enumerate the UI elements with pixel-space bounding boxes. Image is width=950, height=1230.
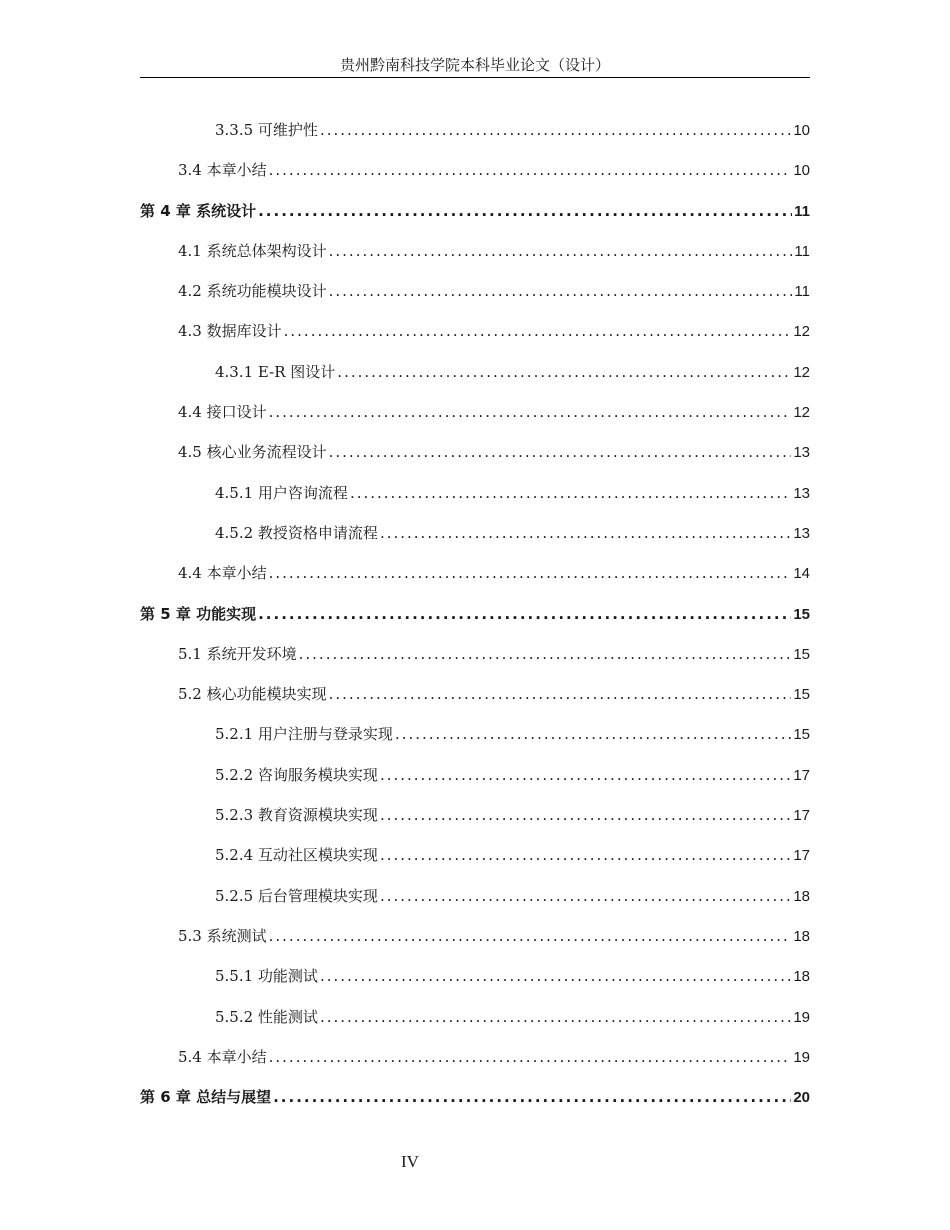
- toc-dot-leader: [320, 110, 791, 150]
- toc-entry-page: 19: [793, 1008, 810, 1026]
- toc-entry-page: 15: [793, 645, 810, 663]
- toc-entry-page: 20: [793, 1089, 810, 1107]
- toc-dot-leader: [269, 392, 792, 432]
- toc-dot-leader: [269, 553, 792, 593]
- toc-entry[interactable]: [140, 956, 810, 996]
- toc-entry-title: 5.5.1 功能测试: [215, 967, 318, 986]
- toc-entry-title: 3.4 本章小结: [178, 161, 267, 180]
- toc-entry-title: 5.2.2 咨询服务模块实现: [215, 765, 378, 784]
- toc-dot-leader: [337, 352, 791, 392]
- toc-dot-leader: [380, 513, 791, 553]
- toc-entry-page: 13: [793, 524, 810, 542]
- toc-entry-page: 12: [793, 323, 810, 341]
- toc-dot-leader: [380, 876, 791, 916]
- toc-entry-title: 第 4 章 系统设计: [140, 201, 257, 220]
- toc-dot-leader: [329, 674, 792, 714]
- toc-entry-title: 4.2 系统功能模块设计: [178, 282, 327, 301]
- toc-entry[interactable]: [140, 916, 810, 956]
- toc-entry[interactable]: [140, 795, 810, 835]
- toc-entry[interactable]: [140, 835, 810, 875]
- toc-entry-title: 5.2 核心功能模块实现: [178, 685, 327, 704]
- toc-entry-title: 第 5 章 功能实现: [140, 604, 257, 623]
- toc-entry-page: 11: [794, 242, 810, 260]
- header-title: 贵州黔南科技学院本科毕业论文（设计）: [339, 56, 610, 74]
- toc-entry-page: 18: [793, 968, 810, 986]
- toc-entry[interactable]: [140, 150, 810, 190]
- toc-dot-leader: [299, 634, 792, 674]
- toc-dot-leader: [395, 714, 791, 754]
- table-of-contents: [140, 110, 810, 1117]
- toc-entry-title: 5.2.1 用户注册与登录实现: [215, 725, 393, 744]
- toc-entry-page: 10: [793, 162, 810, 180]
- toc-entry[interactable]: [140, 191, 810, 231]
- toc-entry[interactable]: [140, 674, 810, 714]
- toc-entry-title: 4.3.1 E-R 图设计: [215, 362, 336, 381]
- toc-entry[interactable]: [140, 1037, 810, 1077]
- toc-dot-leader: [320, 997, 791, 1037]
- toc-entry-title: 4.5.1 用户咨询流程: [215, 483, 348, 502]
- toc-entry-page: 10: [793, 122, 810, 139]
- toc-entry-page: 18: [793, 887, 810, 905]
- toc-entry-title: 5.3 系统测试: [178, 926, 267, 945]
- toc-entry[interactable]: [140, 432, 810, 472]
- toc-entry-title: 3.3.5 可维护性: [215, 121, 318, 139]
- toc-entry[interactable]: [140, 271, 810, 311]
- toc-entry[interactable]: [140, 876, 810, 916]
- toc-entry-title: 5.4 本章小结: [178, 1047, 267, 1066]
- toc-entry[interactable]: [140, 392, 810, 432]
- toc-entry-page: 11: [794, 202, 810, 220]
- toc-dot-leader: [320, 956, 791, 996]
- toc-entry[interactable]: [140, 513, 810, 553]
- toc-dot-leader: [329, 271, 793, 311]
- toc-entry[interactable]: [140, 352, 810, 392]
- toc-dot-leader: [273, 1077, 791, 1117]
- toc-dot-leader: [284, 311, 792, 351]
- toc-entry[interactable]: [140, 997, 810, 1037]
- toc-dot-leader: [329, 432, 792, 472]
- toc-dot-leader: [350, 473, 791, 513]
- toc-entry-page: 15: [793, 686, 810, 704]
- toc-entry[interactable]: [140, 634, 810, 674]
- toc-entry[interactable]: [140, 553, 810, 593]
- toc-entry-title: 5.2.3 教育资源模块实现: [215, 806, 378, 825]
- toc-entry-page: 13: [793, 484, 810, 502]
- toc-entry-page: 11: [794, 283, 810, 301]
- toc-entry-page: 15: [793, 726, 810, 744]
- toc-entry-page: 13: [793, 444, 810, 462]
- toc-dot-leader: [380, 835, 791, 875]
- toc-entry-title: 5.1 系统开发环境: [178, 644, 297, 663]
- toc-entry-page: 12: [793, 404, 810, 422]
- toc-entry[interactable]: [140, 311, 810, 351]
- toc-entry-page: 15: [793, 605, 810, 623]
- toc-dot-leader: [329, 231, 793, 271]
- toc-entry-title: 4.3 数据库设计: [178, 322, 282, 341]
- toc-entry-page: 18: [793, 927, 810, 945]
- page-header: [140, 55, 810, 78]
- toc-dot-leader: [380, 755, 791, 795]
- toc-entry[interactable]: [140, 110, 810, 150]
- toc-entry-title: 5.2.4 互动社区模块实现: [215, 846, 378, 865]
- toc-entry-title: 4.5 核心业务流程设计: [178, 443, 327, 462]
- toc-entry[interactable]: [140, 755, 810, 795]
- toc-entry-page: 12: [793, 363, 810, 381]
- toc-dot-leader: [269, 150, 792, 190]
- page-number: IV: [401, 1152, 419, 1171]
- toc-entry-page: 17: [793, 847, 810, 865]
- toc-entry-page: 17: [793, 807, 810, 825]
- toc-entry-title: 5.5.2 性能测试: [215, 1007, 318, 1026]
- toc-entry[interactable]: [140, 594, 810, 634]
- toc-entry[interactable]: [140, 1077, 810, 1117]
- toc-entry[interactable]: [140, 231, 810, 271]
- toc-entry-page: 17: [793, 766, 810, 784]
- toc-entry-title: 4.1 系统总体架构设计: [178, 241, 327, 260]
- toc-entry[interactable]: [140, 473, 810, 513]
- toc-entry-title: 4.5.2 教授资格申请流程: [215, 523, 378, 542]
- toc-entry-title: 4.4 接口设计: [178, 403, 267, 422]
- toc-entry-title: 4.4 本章小结: [178, 564, 267, 583]
- toc-entry-page: 19: [793, 1048, 810, 1066]
- toc-dot-leader: [258, 594, 791, 634]
- toc-dot-leader: [258, 191, 792, 231]
- toc-dot-leader: [380, 795, 791, 835]
- toc-dot-leader: [269, 916, 792, 956]
- toc-entry-title: 5.2.5 后台管理模块实现: [215, 886, 378, 905]
- toc-dot-leader: [269, 1037, 792, 1077]
- toc-entry-page: 14: [793, 565, 810, 583]
- toc-entry[interactable]: [140, 714, 810, 754]
- toc-entry-title: 第 6 章 总结与展望: [140, 1088, 272, 1107]
